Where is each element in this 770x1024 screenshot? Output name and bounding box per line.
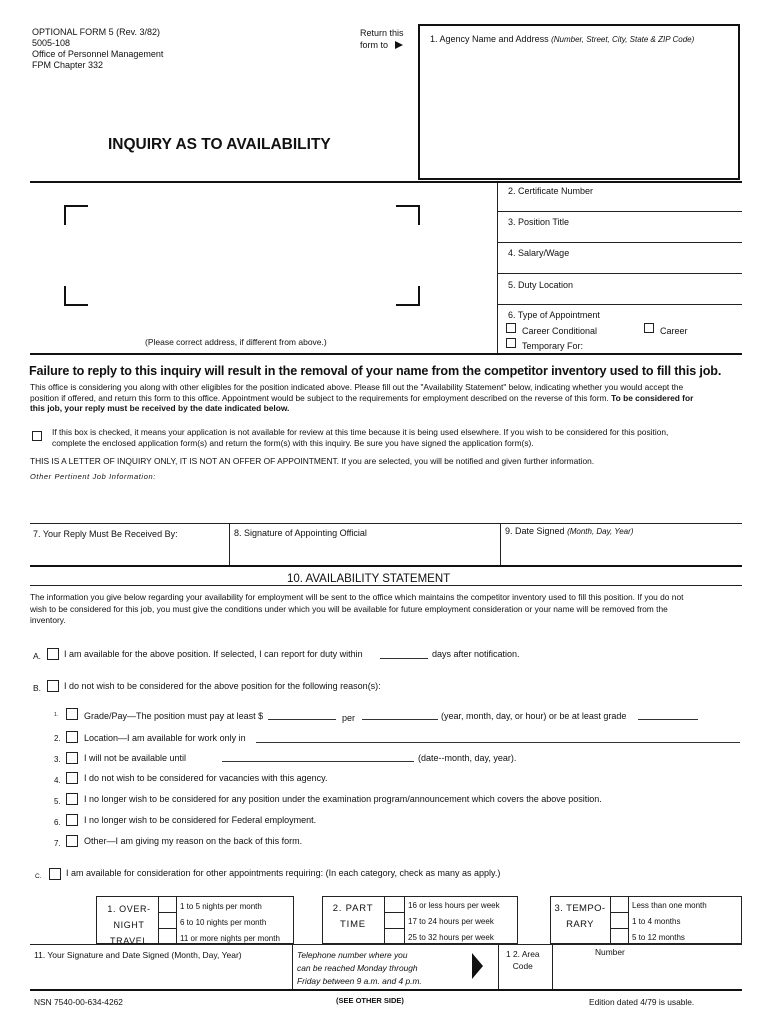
chapter-label: FPM Chapter 332 bbox=[32, 60, 104, 70]
option-a-after: days after notification. bbox=[432, 649, 520, 659]
other-job-info-label[interactable]: Other Pertinent Job Information: bbox=[30, 472, 156, 481]
report-days-blank[interactable] bbox=[380, 658, 428, 659]
reason-location-text: Location—I am available for work only in bbox=[84, 733, 246, 743]
availability-heading: 10. AVAILABILITY STATEMENT bbox=[287, 573, 451, 585]
option-c-text: I am available for consideration for other appointments requiring: (In each category, check as many as apply.) bbox=[66, 868, 501, 878]
reason-not-available-after: (date--month, day, year). bbox=[418, 753, 517, 763]
reason-number: 6. bbox=[54, 818, 61, 827]
option-b-text: I do not wish to be considered for the above position for the following reason(s): bbox=[64, 681, 381, 691]
temporary-category-label bbox=[551, 901, 609, 933]
reason-program-checkbox[interactable] bbox=[66, 793, 78, 805]
minimum-pay-blank[interactable] bbox=[268, 719, 336, 720]
option-a-letter: A. bbox=[33, 651, 42, 661]
letter-of-inquiry-note: THIS IS A LETTER OF INQUIRY ONLY, IT IS NOT AN OFFER OF APPOINTMENT. If you are selected, you will be notified and given further information. bbox=[30, 456, 595, 466]
agency-address-label: 1. Agency Name and Address bbox=[430, 34, 549, 44]
overnight-label-line: 1. OVER- bbox=[107, 904, 151, 914]
agency-address-hint: (Number, Street, City, State & ZIP Code) bbox=[551, 35, 695, 44]
telephone-instruction bbox=[297, 949, 422, 988]
option-c-checkbox[interactable] bbox=[49, 868, 61, 880]
see-other-side: (SEE OTHER SIDE) bbox=[336, 996, 404, 1005]
reason-federal-text: I no longer wish to be considered for Federal employment. bbox=[84, 815, 317, 825]
option-a-text: I am available for the above position. If selected, I can report for duty within bbox=[64, 649, 363, 659]
return-line-1: Return this bbox=[360, 28, 404, 38]
application-unavailable-checkbox[interactable] bbox=[32, 431, 42, 441]
certificate-number-field[interactable]: 2. Certificate Number bbox=[508, 186, 594, 196]
available-date-blank[interactable] bbox=[222, 761, 414, 762]
address-corner-top-left bbox=[64, 205, 88, 225]
temporary-label: Temporary For: bbox=[522, 341, 584, 351]
nsn-number: NSN 7540-00-634-4262 bbox=[34, 997, 123, 1007]
overnight-options bbox=[180, 899, 280, 947]
temporary-checkbox[interactable] bbox=[506, 338, 516, 348]
address-corner-bottom-right bbox=[396, 286, 420, 306]
official-signature-field[interactable]: 8. Signature of Appointing Official bbox=[234, 528, 367, 538]
reason-agency-checkbox[interactable] bbox=[66, 772, 78, 784]
address-note: (Please correct address, if different from above.) bbox=[145, 337, 327, 347]
availability-intro bbox=[30, 592, 744, 627]
appointment-type-label: 6. Type of Appointment bbox=[508, 310, 600, 320]
intro-line: This office is considering you along with other eligibles for the position indicated above. Please fill out the "Availability Statement" below, indicating whether you would accept the bbox=[30, 382, 684, 392]
area-code-label: 1 2. Area bbox=[506, 949, 540, 959]
reason-number: 4. bbox=[54, 776, 61, 785]
reason-grade-pay-text: Grade/Pay—The position must pay at least $ bbox=[84, 711, 264, 721]
date-signed-field[interactable] bbox=[505, 526, 633, 536]
intro-line: position if offered, and return this form to this office. Appointment would be subject to the requirements for employment described on the reverse of this form. bbox=[30, 392, 609, 403]
form-id: OPTIONAL FORM 5 (Rev. 3/82) bbox=[32, 27, 161, 37]
applicant-signature-field[interactable]: 11. Your Signature and Date Signed (Month, Day, Year) bbox=[34, 950, 242, 960]
career-checkbox[interactable] bbox=[644, 323, 654, 333]
date-signed-label: 9. Date Signed bbox=[505, 526, 565, 536]
removal-warning: Failure to reply to this inquiry will result in the removal of your name from the competitor inventory used to fill this job. bbox=[29, 364, 722, 378]
overnight-option[interactable]: 6 to 10 nights per month bbox=[180, 918, 267, 927]
availability-intro-line: inventory. bbox=[30, 615, 66, 625]
career-conditional-checkbox[interactable] bbox=[506, 323, 516, 333]
reason-number: 5. bbox=[54, 797, 61, 806]
checkbox-explanation bbox=[52, 427, 668, 448]
option-a-checkbox[interactable] bbox=[47, 648, 59, 660]
duty-location-field[interactable]: 5. Duty Location bbox=[508, 280, 574, 290]
career-conditional-label: Career Conditional bbox=[522, 326, 598, 336]
reason-location-checkbox[interactable] bbox=[66, 731, 78, 743]
temporary-option[interactable]: 5 to 12 months bbox=[632, 933, 685, 942]
option-b-letter: B. bbox=[33, 683, 42, 693]
part-time-options bbox=[408, 898, 500, 946]
telephone-line: Telephone number where you bbox=[297, 950, 408, 960]
reason-other-checkbox[interactable] bbox=[66, 835, 78, 847]
part-time-option[interactable]: 25 to 32 hours per week bbox=[408, 933, 494, 942]
intro-paragraph bbox=[30, 382, 744, 414]
option-b-checkbox[interactable] bbox=[47, 680, 59, 692]
form-number: 5005-108 bbox=[32, 38, 71, 48]
reason-grade-pay-after: (year, month, day, or hour) or be at least grade bbox=[441, 711, 627, 721]
temporary-label-line: 3. TEMPO- bbox=[554, 903, 606, 914]
checkbox-line: If this box is checked, it means your application is not available for review at this time because it is being used elsewhere. If you wish to be considered for this position, bbox=[52, 427, 669, 437]
reply-by-field[interactable]: 7. Your Reply Must Be Received By: bbox=[33, 529, 178, 539]
reason-number: 3. bbox=[54, 755, 61, 764]
edition-note: Edition dated 4/79 is usable. bbox=[589, 997, 695, 1007]
page-title: INQUIRY AS TO AVAILABILITY bbox=[108, 136, 331, 153]
part-time-label bbox=[326, 901, 380, 933]
date-signed-hint: (Month, Day, Year) bbox=[567, 527, 634, 536]
minimum-grade-blank[interactable] bbox=[638, 719, 698, 720]
location-blank[interactable] bbox=[256, 742, 740, 743]
form-header bbox=[32, 27, 163, 71]
intro-bold-line: this job, your reply must be received by the date indicated below. bbox=[30, 403, 290, 413]
part-time-label-line: 2. PART bbox=[332, 903, 374, 914]
part-time-option[interactable]: 17 to 24 hours per week bbox=[408, 917, 494, 926]
option-c-letter: C. bbox=[35, 873, 42, 880]
arrow-right-icon bbox=[395, 41, 403, 49]
overnight-option[interactable]: 1 to 5 nights per month bbox=[180, 902, 262, 911]
address-corner-top-right bbox=[396, 205, 420, 225]
agency-label: Office of Personnel Management bbox=[32, 49, 164, 59]
return-line-2: form to bbox=[360, 40, 389, 50]
overnight-label-line: TRAVEL bbox=[110, 936, 148, 946]
reason-number: 2. bbox=[54, 734, 61, 743]
overnight-travel-label bbox=[104, 901, 154, 949]
return-instruction bbox=[360, 27, 404, 51]
temporary-option[interactable]: 1 to 4 months bbox=[632, 917, 681, 926]
title-divider bbox=[30, 181, 742, 183]
phone-number-field[interactable]: Number bbox=[595, 947, 625, 957]
reply-row-divider bbox=[30, 565, 742, 567]
position-title-field[interactable]: 3. Position Title bbox=[508, 217, 570, 227]
availability-intro-line: The information you give below regarding your availability for employment will be sent to the office which maintains the competitor inventory used to fill this position. If you do not bbox=[30, 592, 684, 602]
reason-federal-checkbox[interactable] bbox=[66, 814, 78, 826]
pointer-right-icon bbox=[472, 953, 483, 979]
temporary-options bbox=[632, 898, 707, 946]
reason-not-available-text: I will not be available until bbox=[84, 753, 187, 763]
availability-intro-line: wish to be considered for this job, you must give the conditions under which you will be available for future employment consideration or your name will be removed from the bbox=[30, 603, 668, 614]
intro-bold: To be considered for bbox=[611, 392, 694, 403]
telephone-line: can be reached Monday through bbox=[297, 963, 418, 973]
reason-grade-pay-checkbox[interactable] bbox=[66, 708, 78, 720]
overnight-option[interactable]: 11 or more nights per month bbox=[180, 934, 280, 943]
part-time-label-line: TIME bbox=[340, 919, 366, 930]
reason-number: 1. bbox=[54, 712, 59, 718]
reason-agency-text: I do not wish to be considered for vacancies with this agency. bbox=[84, 773, 328, 783]
telephone-line: Friday between 9 a.m. and 4 p.m. bbox=[297, 976, 422, 986]
section-divider bbox=[30, 353, 742, 355]
reason-other-text: Other—I am giving my reason on the back of this form. bbox=[84, 836, 303, 846]
area-code-field[interactable] bbox=[506, 948, 540, 972]
temporary-label-line: RARY bbox=[566, 919, 594, 930]
per-label: per bbox=[342, 713, 356, 723]
overnight-label-line: NIGHT bbox=[113, 920, 145, 930]
reason-not-available-checkbox[interactable] bbox=[66, 752, 78, 764]
area-code-label: Code bbox=[512, 961, 533, 971]
address-corner-bottom-left bbox=[64, 286, 88, 306]
part-time-option[interactable]: 16 or less hours per week bbox=[408, 901, 500, 910]
footer-divider bbox=[30, 989, 742, 991]
temporary-option[interactable]: Less than one month bbox=[632, 901, 707, 910]
pay-period-blank[interactable] bbox=[362, 719, 438, 720]
salary-wage-field[interactable]: 4. Salary/Wage bbox=[508, 248, 570, 258]
career-label: Career bbox=[660, 326, 688, 336]
reason-program-text: I no longer wish to be considered for any position under the examination program/announcement which covers the above position. bbox=[84, 794, 602, 804]
agency-address-box[interactable] bbox=[418, 24, 740, 180]
reason-number: 7. bbox=[54, 839, 61, 848]
checkbox-line: complete the enclosed application form(s) and return the form(s) with this inquiry. Be sure you have signed the application form(s). bbox=[52, 437, 534, 448]
